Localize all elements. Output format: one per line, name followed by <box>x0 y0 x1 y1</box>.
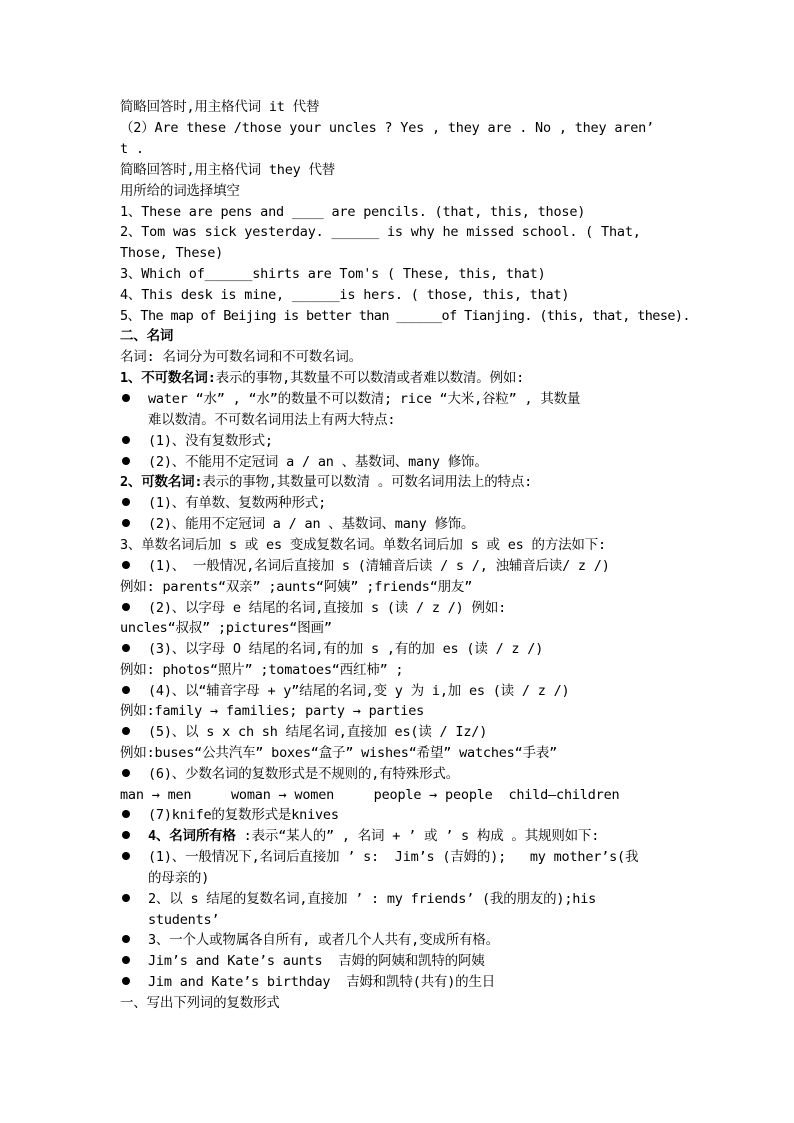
example-line: 例如: parents“双亲” ;aunts“阿姨” ;friends“朋友” <box>120 579 473 595</box>
bullet-icon <box>122 894 130 902</box>
bullet-text: (2)、能用不定冠词 a / an 、基数词、many 修饰。 <box>148 516 475 532</box>
text-line: 用所给的词选择填空 <box>120 183 240 199</box>
bullet-icon <box>122 935 130 943</box>
bullet-icon <box>122 603 130 611</box>
term-heading: 1、不可数名词: <box>120 370 216 386</box>
bullet-text: Jim’s and Kate’s aunts 吉姆的阿姨和凯特的阿姨 <box>148 953 485 969</box>
bullet-text: students’ <box>148 912 220 928</box>
exercise-item: 4、This desk is mine, ______is hers. ( those, this, that) <box>120 287 570 303</box>
bullet-text: (4)、以“辅音字母 + y”结尾的名词,变 y 为 i,加 es (读 / z /) <box>148 683 570 699</box>
section-heading: 二、名词 <box>120 328 174 344</box>
bullet-icon <box>122 519 130 527</box>
bullet-text: (1)、 一般情况,名词后直接加 s (清辅音后读 / s /, 浊辅音后读/ z /) <box>148 558 610 574</box>
example-line: 例如: photos“照片” ;tomatoes“西红柿” ; <box>120 662 404 678</box>
example-line: 例如:buses“公共汽车” boxes“盒子” wishes“希望” watches“手表” <box>120 745 558 761</box>
term-definition: :表示“某人的” , 名词 + ’ 或 ’ s 构成 。其规则如下: <box>235 828 600 844</box>
section-heading: 一、写出下列词的复数形式 <box>120 995 280 1011</box>
text-line: 名词: 名词分为可数名词和不可数名词。 <box>120 349 362 365</box>
bullet-icon <box>122 769 130 777</box>
bullet-text <box>148 826 599 846</box>
bullet-icon <box>122 644 130 652</box>
bullet-icon <box>122 436 130 444</box>
example-line: uncles“叔叔” ;pictures“图画” <box>120 620 332 636</box>
bullet-text: (1)、一般情况下,名词后直接加 ’ s: Jim’s (吉姆的); my mother’s(我 <box>148 849 639 865</box>
term-definition: 表示的事物,其数量可以数清 。可数名词用法上的特点: <box>202 474 533 490</box>
bullet-text: (7)knife的复数形式是knives <box>148 807 339 823</box>
bullet-icon <box>122 561 130 569</box>
bullet-icon <box>122 727 130 735</box>
bullet-text: Jim and Kate’s birthday 吉姆和凯特(共有)的生日 <box>148 974 496 990</box>
text-line: 3、单数名词后加 s 或 es 变成复数名词。单数名词后加 s 或 es 的方法如下: <box>120 537 606 553</box>
bullet-text: 难以数清。不可数名词用法上有两大特点: <box>148 412 396 428</box>
bullet-icon <box>122 810 130 818</box>
exercise-item: 3、Which of______shirts are Tom's ( These, this, that) <box>120 266 546 282</box>
bullet-icon <box>122 977 130 985</box>
exercise-item: Those, These) <box>120 245 224 261</box>
term-definition: 表示的事物,其数量不可以数清或者难以数清。例如: <box>215 370 525 386</box>
bullet-icon <box>122 498 130 506</box>
bullet-text: (1)、没有复数形式; <box>148 433 273 449</box>
bullet-icon <box>122 394 130 402</box>
bullet-text: 的母亲的) <box>148 870 210 886</box>
bullet-icon <box>122 457 130 465</box>
bullet-text: 3、一个人或物属各自所有, 或者几个人共有,变成所有格。 <box>148 932 499 948</box>
text-line: 简略回答时,用主格代词 it 代替 <box>120 99 320 115</box>
example-line: man → men woman → women people → people child—children <box>120 787 620 803</box>
bullet-text: (1)、有单数、复数两种形式; <box>148 495 327 511</box>
text-line: t . <box>120 141 144 157</box>
text-line <box>120 472 532 492</box>
bullet-text: (5)、以 s x ch sh 结尾名词,直接加 es(读 / Iz/) <box>148 724 488 740</box>
exercise-item: 1、These are pens and ____ are pencils. (that, this, those) <box>120 204 586 220</box>
text-line: （2）Are these /those your uncles ? Yes , they are . No , they aren’ <box>120 120 654 136</box>
exercise-item: 5、The map of Beijing is better than ______of Tianjing. (this, that, these). <box>120 308 690 324</box>
bullet-icon <box>122 686 130 694</box>
bullet-text: (2)、不能用不定冠词 a / an 、基数词、many 修饰。 <box>148 454 488 470</box>
bullet-text: (3)、以字母 O 结尾的名词,有的加 s ,有的加 es (读 / z /) <box>148 641 544 657</box>
bullet-icon <box>122 852 130 860</box>
text-line <box>120 368 524 388</box>
bullet-text: 2、以 s 结尾的复数名词,直接加 ’ : my friends’ (我的朋友的);his <box>148 891 597 907</box>
bullet-icon <box>122 956 130 964</box>
bullet-text: water “水” , “水”的数量不可以数清; rice “大米,谷粒” , 其数量 <box>148 391 581 407</box>
bullet-text: (2)、以字母 e 结尾的名词,直接加 s (读 / z /) 例如: <box>148 600 507 616</box>
exercise-item: 2、Tom was sick yesterday. ______ is why he missed school. ( That, <box>120 224 641 240</box>
bullet-icon <box>122 831 130 839</box>
term-heading: 2、可数名词: <box>120 474 203 490</box>
term-heading: 4、名词所有格 <box>148 828 236 844</box>
text-line: 简略回答时,用主格代词 they 代替 <box>120 162 336 178</box>
example-line: 例如:family → families; party → parties <box>120 703 425 719</box>
bullet-text: (6)、少数名词的复数形式是不规则的,有特殊形式。 <box>148 766 460 782</box>
